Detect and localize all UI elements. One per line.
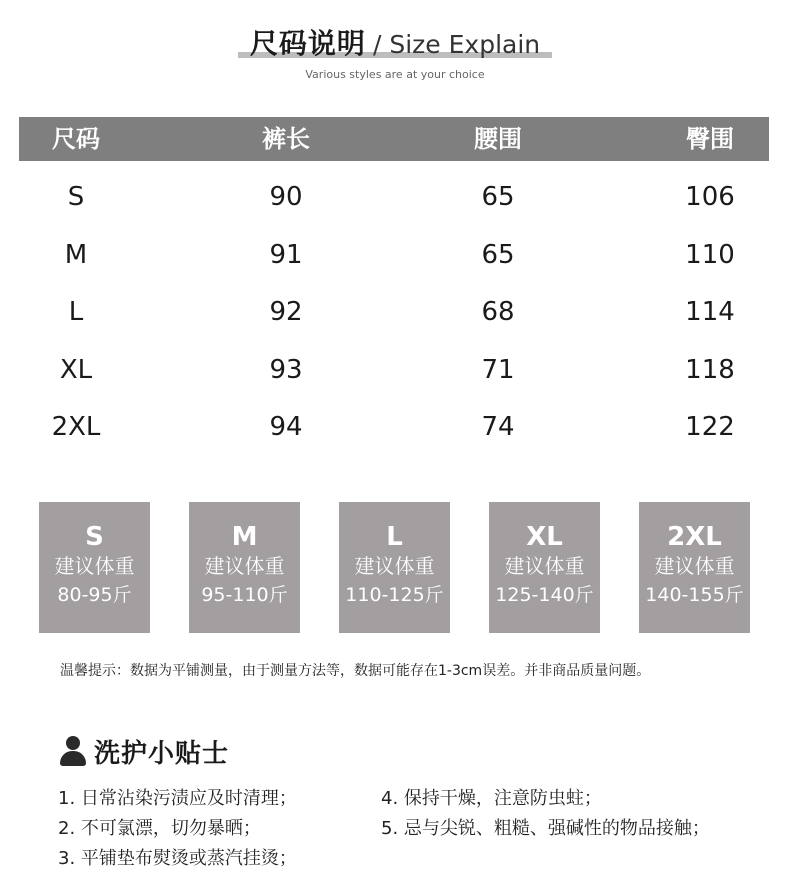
table-row <box>19 284 769 342</box>
table-cell-length: 93 <box>269 354 303 385</box>
card-size: XL <box>526 522 563 552</box>
table-cell-size: M <box>64 239 88 270</box>
measurement-note: 温馨提示：数据为平铺测量，由于测量方法等，数据可能存在1-3cm误差。并非商品质量问题。 <box>60 663 651 679</box>
title-chinese: 尺码说明 <box>249 27 366 60</box>
care-tip-item: 1. 日常沾染污渍应及时清理； <box>58 788 297 809</box>
card-size: 2XL <box>667 522 722 552</box>
column-header-size: 尺码 <box>52 125 100 153</box>
care-tip-item: 3. 平铺垫布熨烫或蒸汽挂烫； <box>58 848 297 869</box>
table-cell-size: S <box>67 182 85 212</box>
card-size: L <box>386 522 403 552</box>
column-header-waist: 腰围 <box>474 125 522 153</box>
table-cell-length: 90 <box>269 182 303 212</box>
table-cell-length: 94 <box>269 412 303 442</box>
table-cell-waist: 65 <box>481 239 515 270</box>
card-range: 95-110斤 <box>201 584 288 606</box>
table-cell-waist: 68 <box>481 297 515 327</box>
table-cell-waist: 65 <box>481 182 515 212</box>
care-header <box>60 733 229 769</box>
person-icon <box>60 736 86 766</box>
page-subtitle: Various styles are at your choice <box>305 68 485 81</box>
weight-card-l <box>339 502 450 633</box>
table-row <box>19 169 769 227</box>
table-cell-hip: 122 <box>685 412 735 442</box>
title-english: / Size Explain <box>372 30 541 59</box>
column-header-hip: 臀围 <box>686 125 734 153</box>
table-row <box>19 227 769 285</box>
card-range: 80-95斤 <box>57 584 132 606</box>
care-tip-item: 4. 保持干燥，注意防虫蛀； <box>381 788 602 809</box>
card-range: 140-155斤 <box>645 584 744 606</box>
card-label: 建议体重 <box>504 554 585 578</box>
table-cell-waist: 74 <box>481 412 515 442</box>
card-range: 110-125斤 <box>345 584 444 606</box>
table-cell-size: 2XL <box>51 412 101 442</box>
card-size: S <box>85 522 104 552</box>
weight-card-xl <box>489 502 600 633</box>
table-cell-hip: 106 <box>685 182 735 212</box>
table-cell-waist: 71 <box>481 354 515 385</box>
table-row <box>19 342 769 400</box>
table-cell-hip: 118 <box>685 354 735 385</box>
table-cell-hip: 110 <box>685 239 735 270</box>
care-tips-right <box>381 784 710 844</box>
table-cell-length: 92 <box>269 297 303 327</box>
card-size: M <box>231 522 258 552</box>
care-title: 洗护小贴士 <box>94 738 230 769</box>
table-cell-hip: 114 <box>685 297 735 327</box>
size-table <box>19 117 769 457</box>
weight-card-s <box>39 502 150 633</box>
table-header-row <box>19 117 769 161</box>
column-header-length: 裤长 <box>262 125 310 153</box>
table-row <box>19 399 769 457</box>
care-tips-left <box>58 784 297 874</box>
weight-card-2xl <box>639 502 750 633</box>
page-header <box>0 22 790 62</box>
table-cell-length: 91 <box>269 239 303 270</box>
card-label: 建议体重 <box>654 554 735 578</box>
page-title <box>250 22 540 62</box>
card-label: 建议体重 <box>204 554 285 578</box>
care-tip-item: 5. 忌与尖锐、粗糙、强碱性的物品接触； <box>381 818 710 839</box>
care-tip-item: 2. 不可氯漂，切勿暴晒； <box>58 818 261 839</box>
card-range: 125-140斤 <box>495 584 594 606</box>
table-cell-size: XL <box>59 354 93 385</box>
card-label: 建议体重 <box>54 554 135 578</box>
weight-cards <box>0 502 790 633</box>
weight-card-m <box>189 502 300 633</box>
card-label: 建议体重 <box>354 554 435 578</box>
table-cell-size: L <box>68 297 84 327</box>
